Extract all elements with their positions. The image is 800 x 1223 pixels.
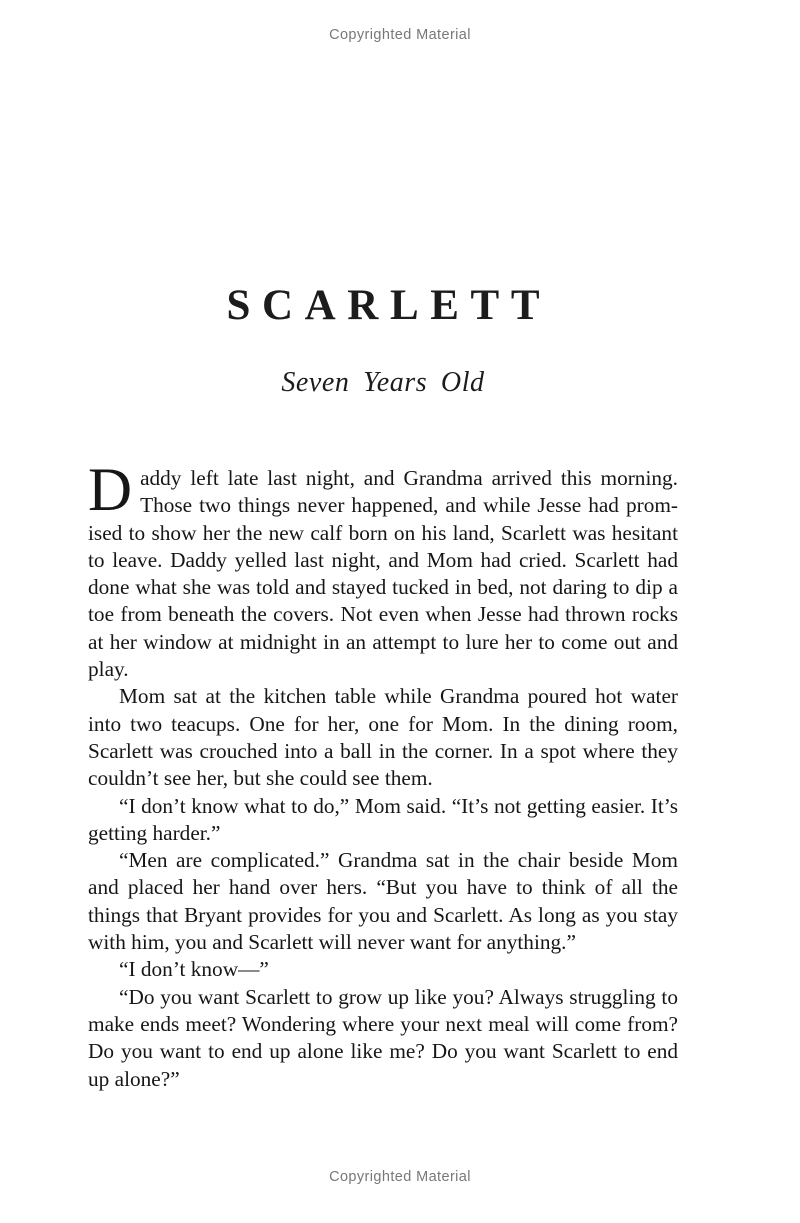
chapter-title: SCARLETT: [226, 282, 552, 329]
paragraph-text: addy left late last night, and Grandma arrived this morning. Those two things never happened, and while Jesse had promised to show her the new calf born on his land, Scarlett was hesitant to leave. Daddy yelled last night, and Mom had cried. Scarlett had done what she was told and stayed tucked in bed, not daring to dip a toe from beneath the covers. Not even when Jesse had thrown rocks at her window at midnight in an attempt to lure her to come out and play.: [88, 466, 678, 682]
chapter-subtitle: Seven Years Old: [281, 367, 485, 398]
paragraph: “I don’t know what to do,” Mom said. “It’s not getting easier. It’s getting harder.”: [88, 793, 678, 845]
copyright-notice-top: Copyrighted Material: [329, 27, 471, 43]
paragraph: “I don’t know—”: [119, 957, 269, 982]
paragraph: [88, 457, 678, 683]
paragraph: “Men are complicated.” Grandma sat in the chair beside Mom and placed her hand over hers. “But you have to think of all the things that Bryant provides for you and Scarlett. As long as you stay with him, you and Scarlett will never want for anything.”: [88, 848, 678, 955]
body-text: [88, 457, 678, 1093]
paragraph: Mom sat at the kitchen table while Grandma poured hot water into two teacups. One for her, one for Mom. In the dining room, Scarlett was crouched into a ball in the corner. In a spot where they couldn’t see her, but she could see them.: [88, 684, 678, 791]
copyright-notice-bottom: Copyrighted Material: [329, 1169, 471, 1185]
drop-cap: D: [88, 457, 133, 524]
paragraph: “Do you want Scarlett to grow up like you? Always struggling to make ends meet? Wondering where your next meal will come from? Do you want to end up alone like me? Do you want Scarlett to end up alone?”: [88, 984, 678, 1091]
